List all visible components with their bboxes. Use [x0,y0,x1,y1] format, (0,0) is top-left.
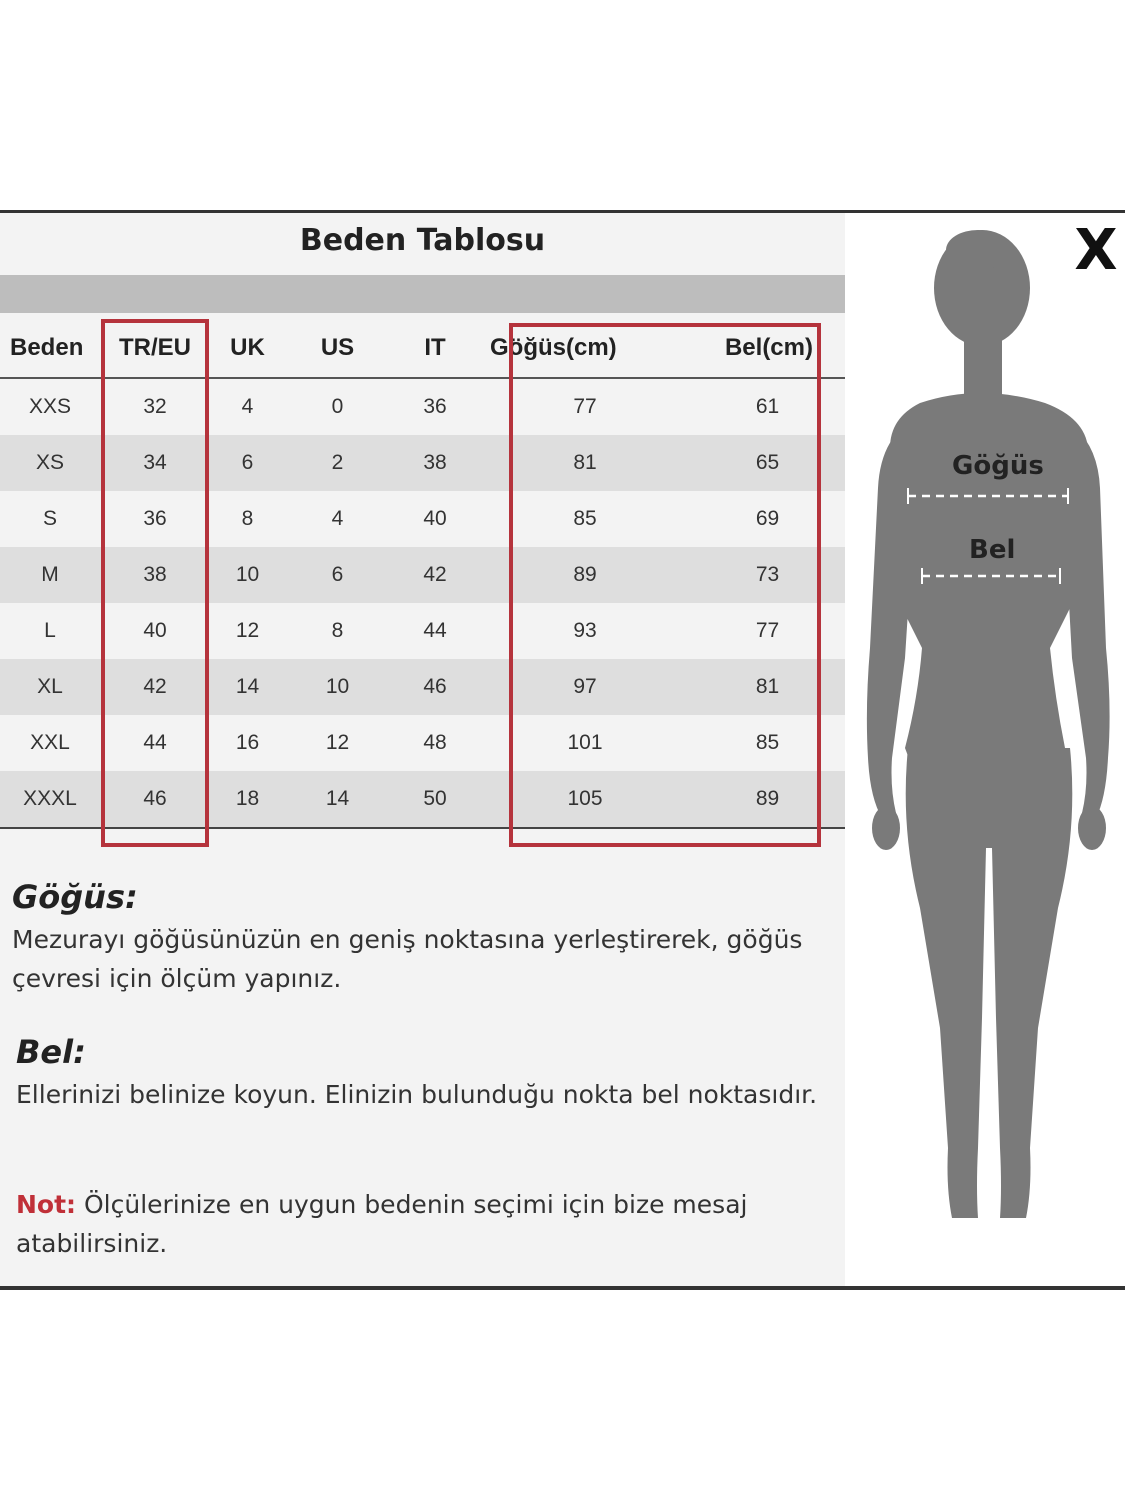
cell-beden: M [0,547,100,603]
header-band [0,275,845,313]
cell-uk: 12 [235,619,260,642]
chest-text: Mezurayı göğüsünüzün en geniş noktasına yerleştirerek, göğüs çevresi için ölçüm yapınız. [12,925,803,993]
figure-panel [845,213,1125,1286]
cell-us: 4 [331,507,344,530]
cell-us: 10 [285,659,390,715]
note-paragraph [16,1185,846,1263]
close-button[interactable]: X [1067,213,1125,287]
waist-heading: Bel: [16,1033,86,1071]
cell-gogus: 85 [573,507,597,530]
col-header-beden: Beden [0,319,100,378]
cell-beden: L [44,619,56,642]
cell-beden: XXXL [0,771,100,828]
tr-eu-highlight-box [101,319,209,847]
cell-bel: 69 [755,507,780,530]
cell-it: 50 [390,771,480,828]
col-header-it: IT [390,319,480,378]
cell-us: 14 [285,771,390,828]
cell-tr-eu: 46 [100,771,210,828]
cell-us: 2 [285,435,390,491]
cell-tr-eu: 32 [143,395,167,418]
cell-it: 44 [423,619,447,642]
cell-beden: XS [0,435,100,491]
note [12,1185,846,1263]
cell-gogus: 89 [480,547,690,603]
waist-text: Ellerinizi belinize koyun. Elinizin bulunduğu nokta bel noktasıdır. [16,1080,818,1109]
cell-us: 8 [331,619,344,642]
chest-heading: Göğüs: [12,878,138,916]
cell-bel: 77 [755,619,780,642]
figure-waist-label: Bel [969,535,1016,565]
cell-uk: 14 [210,659,285,715]
col-header-us: US [285,319,390,378]
cell-it: 38 [390,435,480,491]
body-silhouette-icon [860,228,1115,1228]
cell-bel: 65 [690,435,845,491]
cell-uk: 4 [241,395,254,418]
cell-uk: 10 [210,547,285,603]
cell-bel: 81 [690,659,845,715]
col-header-uk: UK [210,319,285,378]
cell-bel: 89 [690,771,845,828]
figure-chest-label: Göğüs [952,451,1044,481]
cell-gogus: 105 [480,771,690,828]
cell-bel: 85 [755,731,780,754]
cell-gogus: 97 [480,659,690,715]
col-header-tr-eu: TR/EU [100,319,210,378]
cell-us: 0 [331,395,344,418]
cell-it: 40 [423,507,447,530]
cell-gogus: 101 [567,731,603,754]
cell-it: 48 [423,731,447,754]
cell-uk: 8 [241,507,254,530]
measurements-highlight-box [509,323,821,847]
cell-beden: S [42,507,57,530]
cell-uk: 18 [210,771,285,828]
cell-tr-eu: 34 [100,435,210,491]
note-label: Not: [16,1190,77,1219]
chart-title: Beden Tablosu [299,223,546,258]
note-text: Ölçülerinize en uygun bedenin seçimi için bize mesaj atabilirsiniz. [16,1190,748,1258]
cell-tr-eu: 44 [143,731,167,754]
cell-beden: XXS [28,395,72,418]
cell-beden: XL [0,659,100,715]
cell-it: 42 [390,547,480,603]
cell-bel: 73 [690,547,845,603]
cell-bel: 61 [755,395,780,418]
waist-description [12,1033,842,1114]
cell-gogus: 93 [573,619,597,642]
col-header-bel: Bel(cm) [690,319,845,378]
cell-tr-eu: 36 [143,507,167,530]
cell-it: 36 [423,395,447,418]
chest-description [12,878,842,998]
cell-us: 6 [285,547,390,603]
cell-tr-eu: 38 [100,547,210,603]
cell-uk: 6 [210,435,285,491]
cell-tr-eu: 40 [143,619,167,642]
cell-uk: 16 [235,731,260,754]
cell-gogus: 77 [573,395,597,418]
cell-gogus: 81 [480,435,690,491]
cell-beden: XXL [30,731,70,754]
cell-tr-eu: 42 [100,659,210,715]
col-header-gogus: Göğüs(cm) [480,319,690,378]
cell-us: 12 [325,731,350,754]
size-chart-panel [0,210,1125,1290]
cell-it: 46 [390,659,480,715]
